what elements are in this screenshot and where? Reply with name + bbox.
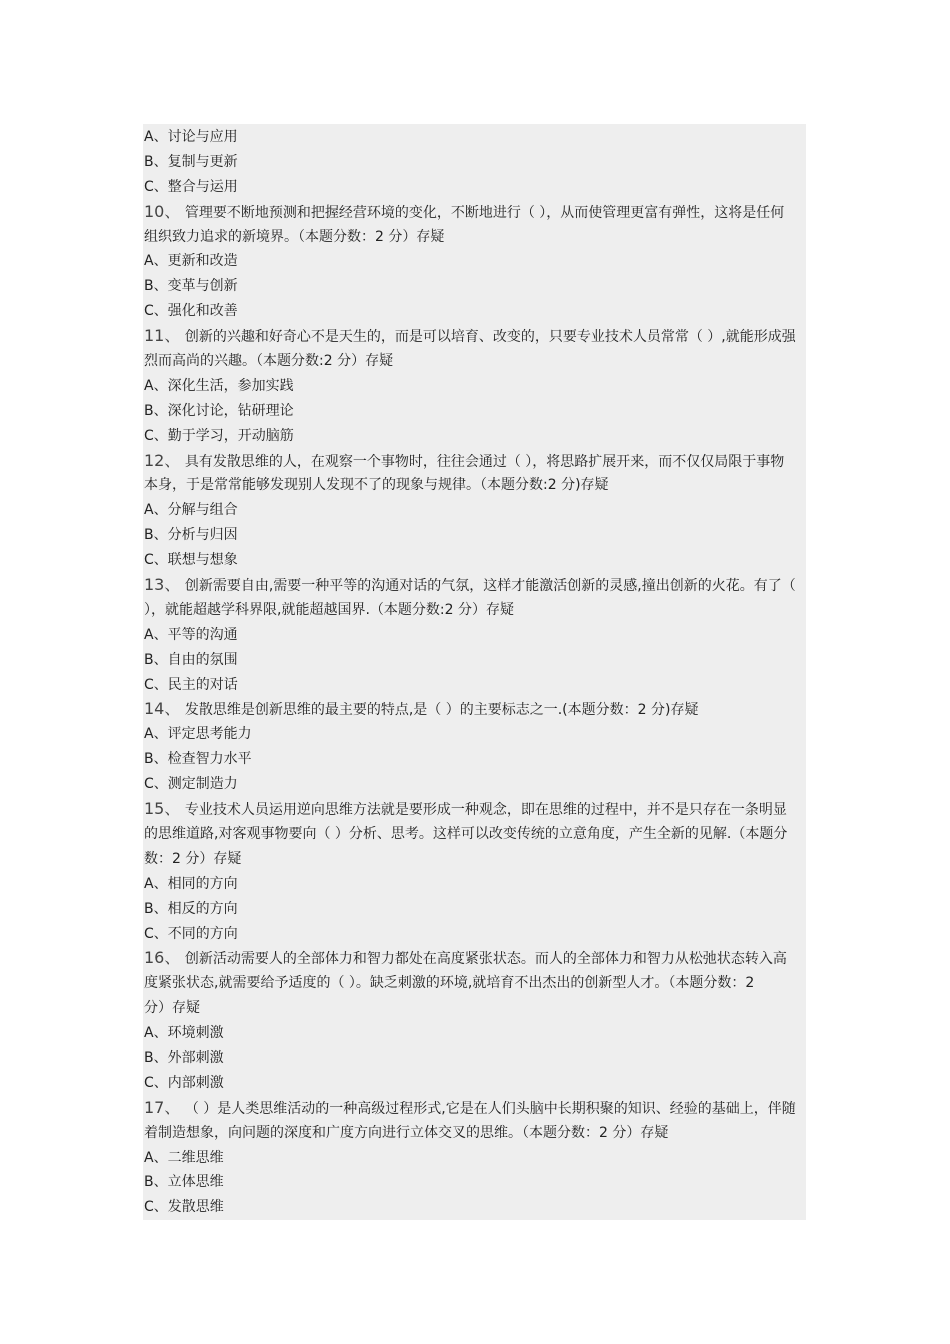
option-text: A、二维思维 [144, 1149, 224, 1166]
option-text: A、分解与组合 [144, 502, 238, 519]
question-text: 的思维道路,对客观事物要向（ ）分析、思考。这样可以改变传统的立意角度，产生全新的见解.（本题分 [144, 825, 788, 842]
question-block [143, 573, 806, 623]
question-text: 度紧张状态,就需要给予适度的（ ）。缺乏刺激的环境,就培育不出杰出的创新型人才。（本题分数：2 [144, 975, 755, 992]
question-text: 专业技术人员运用逆向思维方法就是要形成一种观念，即在思维的过程中，并不是只存在一条明显 [184, 802, 787, 819]
answer-option [143, 523, 806, 548]
answer-option [143, 399, 806, 424]
question-line [143, 1121, 806, 1146]
answer-option [143, 872, 806, 897]
option-line [143, 299, 806, 324]
answer-option [143, 249, 806, 274]
answer-option [143, 772, 806, 797]
option-text: C、整合与运用 [144, 178, 238, 195]
option-line [143, 125, 806, 150]
option-line [143, 150, 806, 175]
question-block [143, 1096, 806, 1146]
option-text: A、平等的沟通 [144, 626, 238, 643]
option-text: B、检查智力水平 [144, 751, 252, 768]
question-block [143, 797, 806, 872]
option-line [143, 548, 806, 573]
question-block [143, 324, 806, 374]
option-line [143, 523, 806, 548]
option-text: B、相反的方向 [144, 900, 238, 917]
answer-option [143, 1046, 806, 1071]
question-block [143, 697, 806, 722]
option-line [143, 249, 806, 274]
option-text: B、深化讨论，钻研理论 [144, 402, 294, 419]
answer-option [143, 125, 806, 150]
option-line [143, 897, 806, 922]
answer-option [143, 922, 806, 947]
question-line [143, 697, 806, 722]
question-line [143, 996, 806, 1021]
answer-option [143, 424, 806, 449]
option-line [143, 872, 806, 897]
option-line [143, 722, 806, 747]
question-number: 12、 [144, 450, 181, 470]
question-text: 着制造想象，向问题的深度和广度方向进行立体交叉的思维。（本题分数：2 分）存疑 [144, 1124, 669, 1141]
answer-option [143, 1195, 806, 1220]
document-panel [143, 124, 806, 1220]
question-text: 具有发散思维的人，在观察一个事物时，往往会通过（ ），将思路扩展开来，而不仅仅局限于事物 [184, 453, 785, 470]
question-line [143, 324, 806, 349]
answer-option [143, 374, 806, 399]
question-text: 创新的兴趣和好奇心不是天生的，而是可以培育、改变的，只要专业技术人员常常（ ）,就能形成强 [184, 329, 796, 346]
question-line [143, 971, 806, 996]
option-text: B、外部刺激 [144, 1049, 224, 1066]
option-text: B、变革与创新 [144, 278, 238, 295]
answer-option [143, 747, 806, 772]
option-line [143, 1195, 806, 1220]
answer-option [143, 1021, 806, 1046]
answer-option [143, 648, 806, 673]
answer-option [143, 175, 806, 200]
option-text: B、自由的氛围 [144, 651, 238, 668]
option-text: C、不同的方向 [144, 925, 238, 942]
answer-option [143, 897, 806, 922]
question-text: 分）存疑 [144, 1000, 200, 1017]
question-line [143, 822, 806, 847]
option-line [143, 424, 806, 449]
question-line [143, 473, 806, 498]
question-line [143, 349, 806, 374]
question-number: 13、 [144, 575, 181, 595]
question-number: 14、 [144, 699, 181, 719]
question-line [143, 946, 806, 971]
answer-option [143, 548, 806, 573]
option-line [143, 1046, 806, 1071]
option-text: A、环境刺激 [144, 1025, 224, 1042]
option-text: A、相同的方向 [144, 875, 238, 892]
option-text: C、测定制造力 [144, 776, 238, 793]
option-line [143, 747, 806, 772]
answer-option [143, 673, 806, 698]
question-line [143, 847, 806, 872]
option-text: A、深化生活，参加实践 [144, 377, 294, 394]
question-line [143, 598, 806, 623]
option-line [143, 673, 806, 698]
question-text: 创新活动需要人的全部体力和智力都处在高度紧张状态。而人的全部体力和智力从松弛状态转入高 [184, 951, 787, 968]
option-line [143, 175, 806, 200]
question-text: ），就能超越学科界限,就能超越国界.（本题分数:2 分）存疑 [144, 601, 514, 618]
question-number: 16、 [144, 948, 181, 968]
question-number: 11、 [144, 326, 181, 346]
question-text: （ ）是人类思维活动的一种高级过程形式,它是在人们头脑中长期积聚的知识、经验的基础上，伴随 [184, 1100, 796, 1117]
option-line [143, 1021, 806, 1046]
question-line [143, 1096, 806, 1121]
question-line [143, 225, 806, 250]
answer-option [143, 150, 806, 175]
answer-option [143, 1146, 806, 1171]
option-line [143, 772, 806, 797]
question-line [143, 797, 806, 822]
answer-option [143, 722, 806, 747]
question-text: 创新需要自由,需要一种平等的沟通对话的气氛，这样才能激活创新的灵感,撞出创新的火花。有了（ [184, 578, 796, 595]
question-number: 17、 [144, 1097, 181, 1117]
option-text: A、评定思考能力 [144, 726, 252, 743]
option-text: C、内部刺激 [144, 1074, 224, 1091]
option-line [143, 498, 806, 523]
question-text: 烈而高尚的兴趣。（本题分数:2 分）存疑 [144, 353, 394, 370]
question-block [143, 449, 806, 499]
answer-option [143, 299, 806, 324]
option-text: B、立体思维 [144, 1174, 224, 1191]
answer-option [143, 623, 806, 648]
question-number: 15、 [144, 799, 181, 819]
option-text: C、民主的对话 [144, 676, 238, 693]
question-line [143, 573, 806, 598]
option-text: A、更新和改造 [144, 253, 238, 270]
question-number: 10、 [144, 201, 181, 221]
answer-option [143, 1071, 806, 1096]
option-line [143, 1071, 806, 1096]
option-line [143, 922, 806, 947]
question-text: 数：2 分）存疑 [144, 850, 242, 867]
option-text: C、联想与想象 [144, 552, 238, 569]
option-line [143, 374, 806, 399]
option-line [143, 623, 806, 648]
option-text: B、分析与归因 [144, 527, 238, 544]
option-line [143, 1170, 806, 1195]
question-text: 发散思维是创新思维的最主要的特点,是（ ）的主要标志之一.(本题分数：2 分)存疑 [184, 702, 699, 719]
question-block [143, 200, 806, 250]
option-text: A、讨论与应用 [144, 129, 238, 145]
option-text: B、复制与更新 [144, 153, 238, 170]
option-line [143, 274, 806, 299]
question-text: 管理要不断地预测和把握经营环境的变化，不断地进行（ ），从而使管理更富有弹性，这将是任何 [184, 204, 785, 221]
answer-option [143, 498, 806, 523]
question-text: 组织致力追求的新境界。（本题分数：2 分）存疑 [144, 228, 445, 245]
question-line [143, 200, 806, 225]
option-line [143, 399, 806, 424]
question-block [143, 946, 806, 1021]
option-text: C、发散思维 [144, 1199, 224, 1216]
question-line [143, 449, 806, 474]
answer-option [143, 1170, 806, 1195]
option-line [143, 1146, 806, 1171]
option-line [143, 648, 806, 673]
answer-option [143, 274, 806, 299]
option-text: C、勤于学习，开动脑筋 [144, 427, 294, 444]
option-text: C、强化和改善 [144, 303, 238, 320]
question-text: 本身，于是常常能够发现别人发现不了的现象与规律。（本题分数:2 分)存疑 [144, 477, 609, 494]
